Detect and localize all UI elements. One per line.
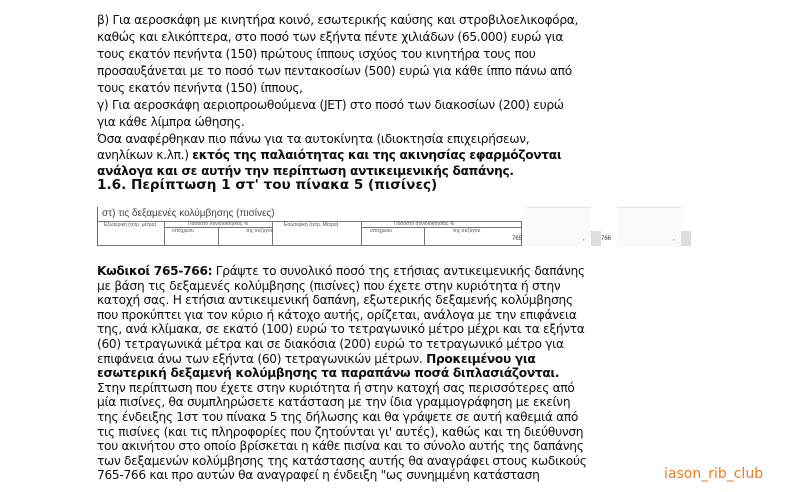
text-line: τους εκατόν πενήντα (150) ίππους,: [97, 81, 303, 95]
column-header: Εξωτερική (τετρ. μέτρα): [104, 222, 157, 228]
form-caption: στ) τις δεξαμενές κολύμβησης (πισίνες): [102, 208, 275, 219]
text-line: β) Για αεροσκάφη με κινητήρα κοινό, εσωτερικής καύσης και στροβιλοελικοφόρα,: [97, 13, 579, 27]
text-normal: Γράψτε το συνολικό ποσό της ετήσιας αντικειμενικής δαπάνης: [212, 264, 585, 278]
column-header: Ποσοστό συνιδιοκτησίας %: [394, 221, 455, 227]
decimal-comma: ,: [583, 236, 585, 242]
text-line: που προκύπτει για τον κύριο ή κάτοχο αυτής, ορίζεται, ανάλογα με την επιφάνεια: [97, 308, 577, 322]
section-heading: 1.6. Περίπτωση 1 στ' του πίνακα 5 (πισίνες): [97, 177, 438, 193]
text-line: προσαυξάνεται με το ποσό των πεντακοσίων (500) ευρώ για κάθε ίππο πάνω από: [97, 64, 572, 78]
code-label-765: 765: [512, 236, 523, 242]
text-line: [97, 352, 535, 366]
code-766-field[interactable]: [617, 207, 681, 247]
text-line: [97, 148, 561, 162]
text-line: κατοχή σας. Η ετήσια αντικειμενική δαπάνη, εξωτερικής δεξαμενής κολύμβησης: [97, 293, 573, 307]
column-header: της συζύγου: [453, 228, 481, 234]
text-line: καθώς και ελικόπτερα, στο ποσό των εξήντα πέντε χιλιάδων (65.000) ευρώ για: [97, 30, 564, 44]
text-line: τις πισίνες (και τις πληροφορίες που ζητούνται γι' αυτές), καθώς και τη διεύθυνση: [97, 425, 584, 439]
text-line: 765-766 και προ αυτών θα αναγραφεί η ένδειξη "ως συνημμένη κατάσταση: [97, 468, 540, 482]
code-765-field[interactable]: [527, 207, 591, 247]
decimal-comma: ,: [673, 236, 675, 242]
text-line: ανάλογα και σε αυτήν την περίπτωση αντικειμενικής δαπάνης.: [97, 164, 514, 178]
text-line: με βάση τις δεξαμενές κολύμβησης (πισίνες) που έχετε στην κυριότητα ή στην: [97, 279, 561, 293]
text-line: της, ανά κλίμακα, σε εκατό (100) ευρώ το τετραγωνικό μέτρο μέχρι και τα εξήντα: [97, 322, 585, 336]
column-header: Ποσοστό συνιδιοκτησίας %: [188, 221, 249, 227]
text-line: του ακινήτου στο οποίο βρίσκεται η κάθε πισίνα και το σύνολο αυτής της δαπάνης: [97, 439, 584, 453]
text-line: της ένδειξης 1στ του πίνακα 5 της δήλωσης και θα γράψετε σε αυτή καθεμιά από: [97, 410, 579, 424]
watermark: iason_rib_club: [664, 466, 764, 482]
text-normal: ανηλίκων κ.λπ.): [97, 148, 193, 162]
text-bold: Κωδικοί 765-766:: [97, 264, 213, 278]
text-line: Στην περίπτωση που έχετε στην κυριότητα ή στην κατοχή σας περισσότερες από: [97, 381, 575, 395]
text-line: (60) τετραγωνικά μέτρα και σε διακόσια (200) ευρώ το τετραγωνικό μέτρο για: [97, 337, 564, 351]
column-header: της συζύγου: [246, 228, 274, 234]
text-bold: Προκειμένου για: [426, 352, 536, 366]
text-line: [97, 264, 585, 278]
column-header: υπόχρεου: [370, 228, 393, 234]
code-766-decimals[interactable]: [681, 231, 691, 246]
text-line: εσωτερική δεξαμενή κολύμβησης τα παραπάνω ποσά διπλασιάζονται.: [97, 366, 560, 380]
form-grid: [97, 207, 521, 246]
text-line: για κάθε λίμπρα ώθησης.: [97, 115, 245, 129]
pool-form-table: [97, 207, 691, 247]
code-765-decimals[interactable]: [591, 231, 601, 246]
text-line: γ) Για αεροσκάφη αεριοπροωθούμενα (JET) στο ποσό των διακοσίων (200) ευρώ: [97, 98, 564, 112]
text-line: τους εκατόν πενήντα (150) πρώτους ίππους ισχύος του κινητήρα τους που: [97, 47, 536, 61]
column-header: υπόχρεου: [172, 228, 195, 234]
text-line: Όσα αναφέρθηκαν πιο πάνω για τα αυτοκίνητα (ιδιοκτησία επιχειρήσεων,: [97, 132, 530, 146]
code-label-766: 766: [601, 236, 612, 242]
text-line: των δεξαμενών κολύμβησης της κατάστασης αυτής θα αναγράφει στους κωδικούς: [97, 454, 587, 468]
text-bold: εκτός της παλαιότητας και της ακινησίας εφαρμόζονται: [192, 148, 562, 162]
text-normal: επιφάνεια άνω των εξήντα (60) τετραγωνικών μέτρων.: [97, 352, 427, 366]
column-header: Εσωτερική (τετρ. Μέτρα): [284, 222, 339, 228]
text-line: μία πισίνες, θα συμπληρώσετε κατάσταση με την ίδια γραμμογράφηση με εκείνη: [97, 395, 571, 409]
